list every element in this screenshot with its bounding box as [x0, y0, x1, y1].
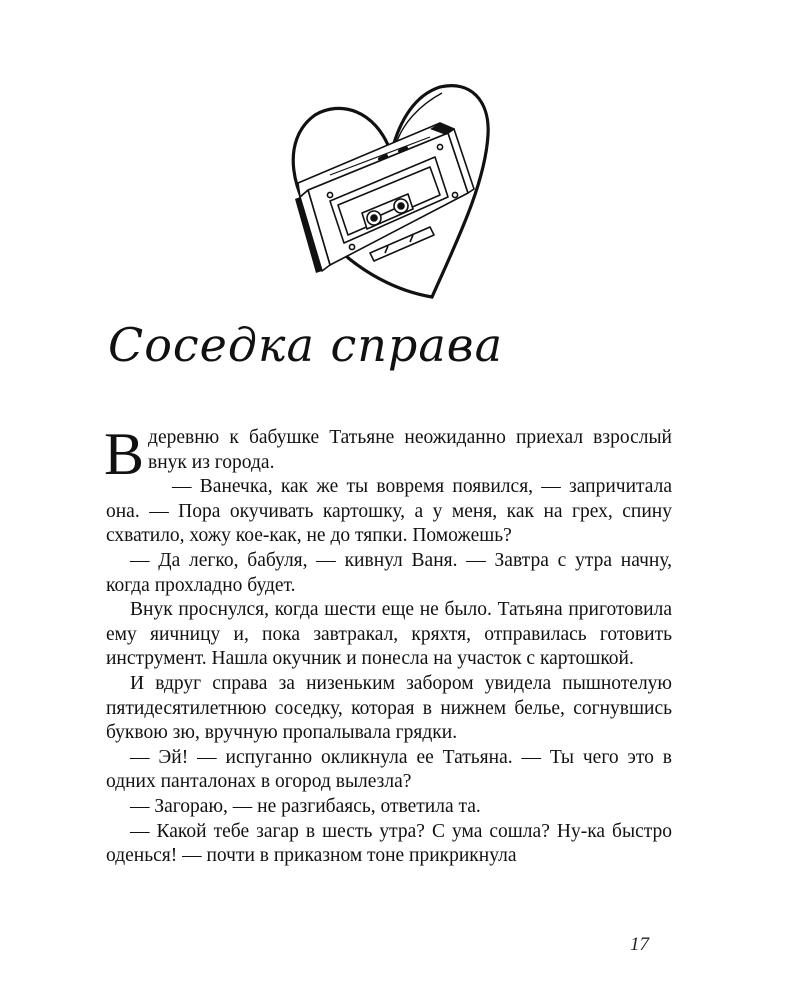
heart-cassette-icon — [270, 75, 510, 305]
paragraph: Внук проснулся, когда шести еще не было. Татьяна приготовила ему яичницу и, пока завтракал, кряхтя, отправилась готовить инструмент. Нашла окучник и понесла на участок с картошкой. — [106, 599, 672, 670]
paragraph-text: деревню к бабушке Татьяне неожиданно приехал взрослый внук из города. — [148, 427, 672, 473]
paragraph — [104, 421, 672, 487]
paragraph: — Ванечка, как же ты вовремя появился, — запричитала она. — Пора окучивать картошку, а у меня, как на грех, спину схватило, хожу кое-как, не до тяпки. Поможешь? — [106, 476, 672, 547]
page-number: 17 — [630, 934, 649, 955]
chapter-title: Соседка справа — [108, 318, 504, 372]
chapter-body-text — [104, 421, 672, 869]
paragraph: — Загораю, — не разгибаясь, ответила та. — [130, 795, 481, 817]
paragraph: И вдруг справа за низеньким забором увидела пышнотелую пятидесятилетнюю соседку, которая в нижнем белье, согнувшись буквою зю, вручную пропалывала грядки. — [106, 672, 672, 744]
drop-cap: В — [104, 421, 145, 487]
paragraph: — Да легко, бабуля, — кивнул Ваня. — Завтра с утра начну, когда прохладно будет. — [106, 549, 672, 596]
paragraph: — Какой тебе загар в шесть утра? С ума сошла? Ну-ка быстро оденься! — почти в приказном тоне прикрикнула — [106, 820, 672, 867]
paragraph: — Эй! — испуганно окликнула ее Татьяна. — Ты чего это в одних панталонах в огород вылезла? — [106, 746, 672, 793]
